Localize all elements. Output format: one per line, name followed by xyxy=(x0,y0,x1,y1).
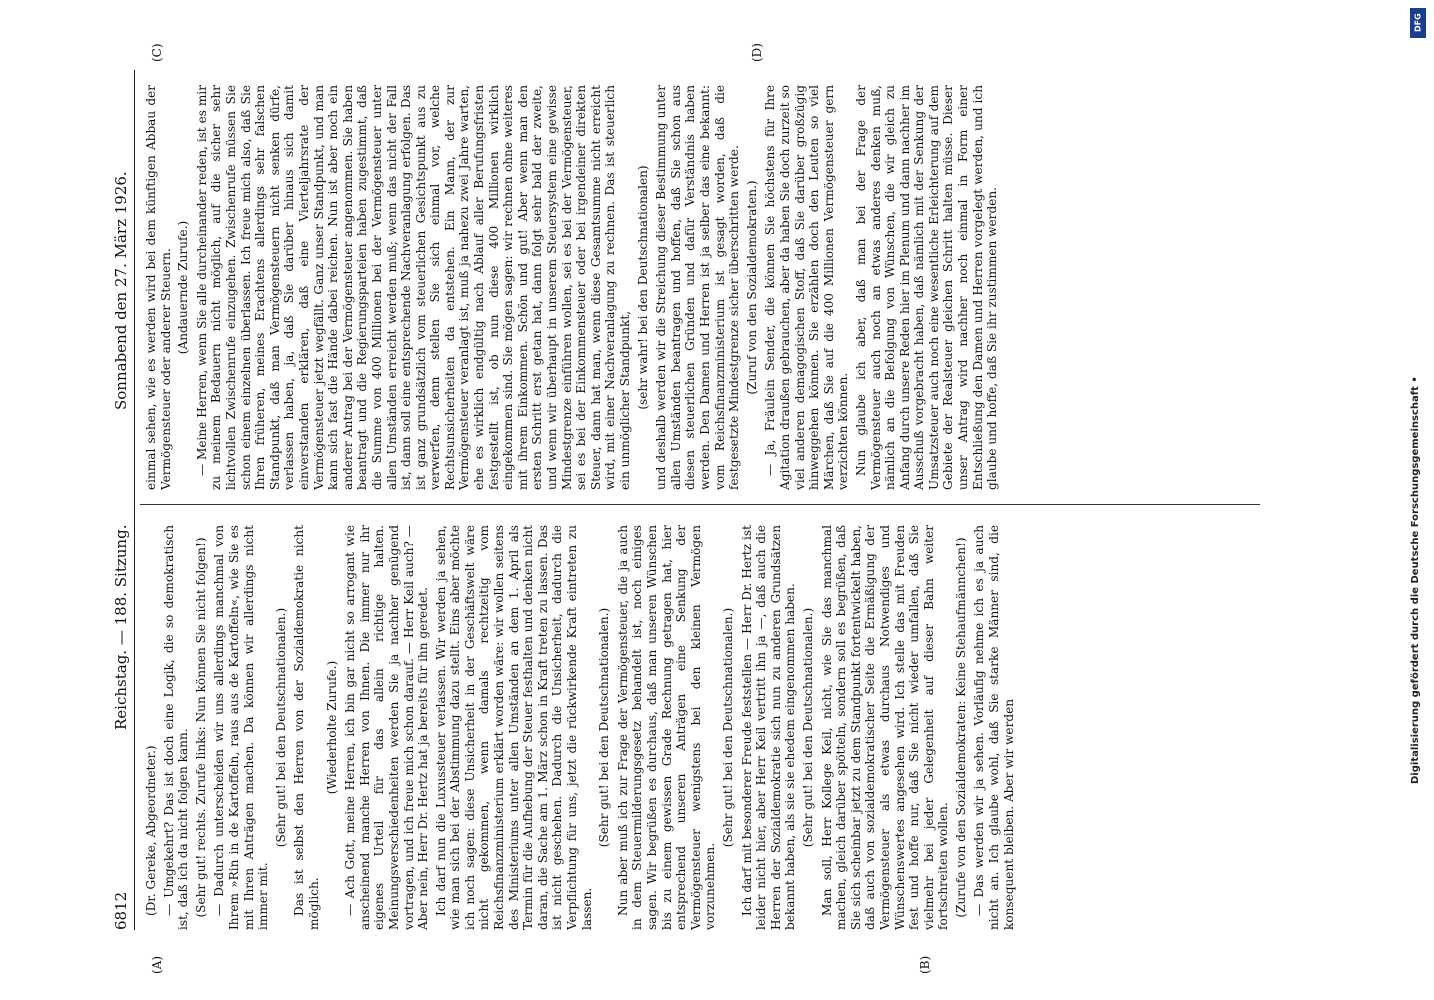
session-date: Sonnabend den 27. März 1926. xyxy=(112,171,130,410)
interjection: (Sehr gut! rechts. Zurufe links: Nun können Sie nicht folgen!) xyxy=(193,537,208,918)
paragraph: Das ist selbst den Herren von der Sozialdemokratie nicht möglich. xyxy=(292,525,321,930)
paragraph: — Meine Herren, wenn Sie alle durcheinander reden, ist es mir zu meinem Bedauern nicht möglich, auf die sicher sehr lichtvollen Zwischenrufe einzugehen. Zwischenrufe müssen Sie schon einem einzelnen überlassen. Ich freue mich also, daß Sie Ihren früheren, meines Erachtens allerdings sehr falschen Standpunkt, daß man Vermögensteuern nicht senken dürfe, verlassen haben, ja, daß Sie darüber hinaus sich damit einverstanden erklären, daß eine Vierteljahrsrate der Vermögensteuer jetzt wegfällt. Ganz unser Standpunkt, und man kann sich fast die Hände dabei reichen. Nun ist aber noch ein anderer Antrag bei der Vermögensteuer angenommen. Sie haben beantragt und die Regierungsparteien haben zugestimmt, daß die Summe von 400 Millionen bei der Vermögensteuer unter allen Umständen erreicht werden muß; wenn das nicht der Fall ist, dann soll eine entsprechende Nachveranlagung erfolgen. Das ist ganz grundsätzlich vom steuerlichen Gesichtspunkt aus zu verwerfen, denn stellen Sie sich einmal vor, welche Rechtsunsicherheiten da entstehen. Ein Mann, der zur Vermögensteuer veranlagt ist, muß ja nahezu zwei Jahre warten, ehe es wirklich endgültig nach Ablauf aller Berufungsfristen festgestellt ist, ob nun diese 400 Millionen wirklich eingekommen sind. Sie mögen sagen: wir rechnen ohne weiteres mit ihrem Einkommen. Schön und gut! Aber wenn man den ersten Schritt erst getan hat, dann folgt sehr bald der zweite, und wenn wir überhaupt in unserem Steuersystem eine gewisse Mindestgrenze einführen wollen, sei es bei der Vermögensteuer, sei es bei der Einkommensteuer oder bei irgendeiner direkten Steuer, dann hat man, wenn diese Gesamtsumme nicht erreicht wird, mit einer Nachveranlagung zu rechnen. Das ist steuerlich ein unmöglicher Standpunkt, xyxy=(194,85,632,490)
interjection: (Sehr gut! bei den Deutschnationalen.) xyxy=(720,607,735,848)
paragraph: — Dadurch unterscheiden wir uns allerdings manchmal von Ihrem »Rin in de Kartoffeln, raus aus de Kartoffeln«, wie Sie es mit Ihren Anträgen machen. Da können wir allerdings nicht immer mit. xyxy=(212,525,271,930)
interjection: (Zuruf von den Sozialdemokraten.) xyxy=(744,180,759,395)
interjection: (Wiederholte Zurufe.) xyxy=(324,660,339,795)
paragraph: — Umgekehrt? Das ist doch eine Logik, die so demokratisch ist, daß ich da nicht folgen kann. xyxy=(161,525,191,930)
paragraph: — Ach Gott, meine Herren, ich bin gar nicht so arrogant wie anscheinend manche Herren von Ihnen. Die immer nur ihr eigenes Urteil für das allein richtige halten. Meinungsverschiedenheiten werden Sie ja nachher genügend vortragen, und ich freue mich schon darauf. — Herr Keil auch? — Aber nein, Herr Dr. Hertz hat ja bereits für ihn geredet. xyxy=(343,525,431,930)
paragraph: — Ja, Fräulein Sender, die können Sie höchstens für Ihre Agitation draußen gebrauchen, aber da haben Sie doch zurzeit so viel anderen demagogischen Stoff, daß Sie darüber großzügig hinweggehen können. Sie erzählen doch den Leuten so viel Märchen, daß Sie auf die 400 Millionen Vermögensteuer gern verzichten können. xyxy=(763,85,851,490)
margin-marker-b: (B) xyxy=(918,955,932,974)
margin-marker-a: (A) xyxy=(150,955,164,974)
dfg-logo-badge: DFG xyxy=(1410,8,1426,38)
page-header xyxy=(110,70,136,930)
interjection: (Sehr gut! bei den Deutschnationalen.) xyxy=(800,607,815,848)
margin-marker-c: (C) xyxy=(150,43,164,62)
paragraph: (Dr. Gereke, Abgeordneter.) xyxy=(144,745,158,916)
interjection: (Andauernde Zurufe.) xyxy=(176,220,191,355)
paragraph: Man soll, Herr Kollege Keil, nicht, wie Sie das manchmal machen, gleich darüber spötteln, sondern soll es begrüßen, daß Sie sich scheinbar jetzt zu dem Standpunkt fortentwickelt haben, daß auch von sozialdemokratischer Seite die Ermäßigung der Vermögensteuer als etwas durchaus Notwendiges und Wünschenswertes angesehen wird. Ich stelle das mit Freuden fest und hoffe nur, daß Sie nicht wieder umfallen, daß Sie vielmehr bei jeder Gelegenheit auf dieser Bahn weiter fortschreiten wollen. xyxy=(819,525,951,930)
right-column xyxy=(144,85,1264,490)
paragraph: Ich darf nun die Luxussteuer verlassen. Wir werden ja sehen, wie man sich bei der Abstimmung dazu stellt. Eins aber möchte ich noch sagen: diese Unsicherheit in der Geschäftswelt wäre nicht gekommen, wenn damals rechtzeitig vom Reichsfinanzministerium erklärt worden wäre: wir wollen seitens des Ministeriums unter allen Umständen an dem 1. April als Termin für die Aufhebung der Steuer festhalten und denken nicht daran, die Sache am 1. März schon in Kraft treten zu lassen. Das ist nicht geschehen. Dadurch die Unsicherheit, dadurch die Verpflichtung für uns, jetzt die rückwirkende Kraft eintreten zu lassen. xyxy=(433,525,594,930)
interjection: (Sehr gut! bei den Deutschnationalen.) xyxy=(597,607,612,848)
page-number: 6812 xyxy=(112,891,130,930)
credit-text: Digitalisierung gefördert durch die Deutsche Forschungsgemeinschaft • xyxy=(1410,376,1421,784)
paragraph: und deshalb werden wir die Streichung dieser Bestimmung unter allen Umständen beantragen und hoffen, daß Sie schon aus diesen steuerlichen Gründen und dafür Verständnis haben werden. Den Damen und Herren ist ja selber das eine bekannt: vom Reichsfinanzministerium ist gesagt worden, daß die festgesetzte Mindestgrenze sicher überschritten werde. xyxy=(654,85,742,490)
paragraph: Nun glaube ich aber, daß man bei der Frage der Vermögensteuer auch noch an etwas anderes denken muß, nämlich an die Befolgung von Wünschen, die wir gleich zu Anfang durch unsere Reden hier im Plenum und dann nachher im Ausschuß vorgebracht haben, daß nämlich mit der Senkung der Umsatzsteuer auch noch eine wesentliche Erleichterung auf dem Gebiete der Realsteuer gleichen Schritt halten müsse. Dieser unser Antrag wird nachher noch einmal in Form einer Entschließung den Damen und Herren vorgelegt werden, und ich glaube und hoffe, daß Sie ihr zustimmen werden. xyxy=(853,85,1000,490)
interjection: (Sehr gut! bei den Deutschnationalen.) xyxy=(273,607,288,848)
document-page xyxy=(110,43,1270,974)
interjection: (sehr wahr! bei den Deutschnationalen) xyxy=(635,165,650,410)
header-rule xyxy=(134,70,135,930)
column-divider xyxy=(140,504,1260,505)
session-title: Reichstag. — 188. Sitzung. xyxy=(112,524,130,730)
paragraph: Nun aber muß ich zur Frage der Vermögensteuer, die ja auch in dem Steuermilderungsgesetz behandelt ist, noch einiges sagen. Wir begrüßen es durchaus, daß man unseren Wünschen bis zu einem gewissen Grade Rechnung getragen hat, hier entsprechend unseren Anträgen eine Senkung der Vermögensteuer wenigstens bei den kleinen Vermögen vorzunehmen. xyxy=(615,525,718,930)
margin-marker-d: (D) xyxy=(750,43,764,62)
interjection: (Zurufe von den Sozialdemokraten: Keine Stehaufmännchen!) xyxy=(953,537,968,918)
paragraph: — Das werden wir ja sehen. Vorläufig nehme ich es ja auch nicht an. Ich glaube wohl, daß Sie starke Männer sind, die konsequent bleiben. Aber wir werden xyxy=(972,525,1016,930)
paragraph: einmal sehen, wie es werden wird bei dem künftigen Abbau der Vermögensteuer oder anderer Steuern. xyxy=(144,85,173,490)
digitization-credit xyxy=(1408,8,1428,998)
paragraph: Ich darf mit besonderer Freude feststellen — Herr Dr. Hertz ist leider nicht hier, aber Herr Keil vertritt ihn ja —, daß auch die Herren der Sozialdemokratie sich nun zu anderen Grundsätzen bekannt haben, als sie sie ehedem eingenommen haben. xyxy=(739,525,798,930)
left-column xyxy=(144,525,1264,930)
